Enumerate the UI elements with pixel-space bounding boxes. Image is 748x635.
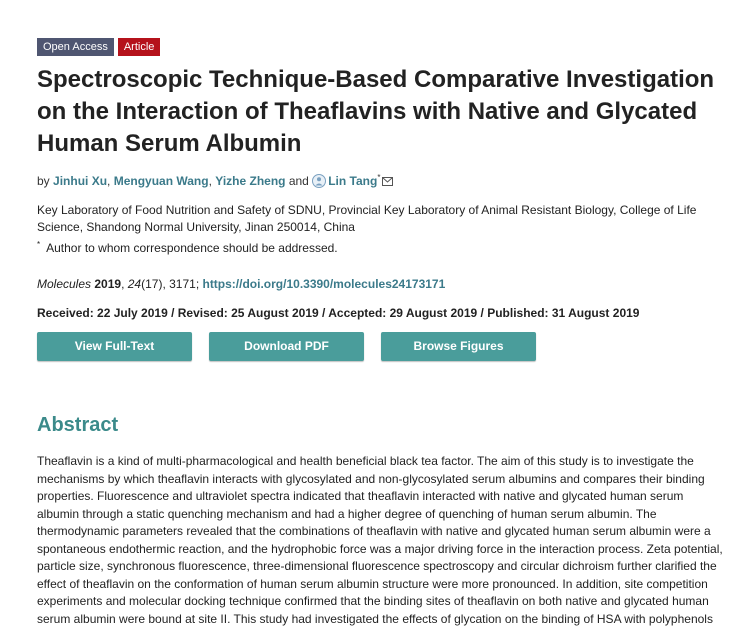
publication-dates: Received: 22 July 2019 / Revised: 25 August 2019 / Accepted: 29 August 2019 / Published: 31 August 2019 bbox=[37, 306, 640, 320]
doi-link[interactable]: https://doi.org/10.3390/molecules24173171 bbox=[202, 277, 446, 291]
correspondence-note bbox=[37, 240, 338, 255]
citation-pages: , 3171; bbox=[162, 277, 203, 291]
orcid-icon[interactable] bbox=[312, 174, 326, 188]
correspondence-text: Author to whom correspondence should be addressed. bbox=[46, 241, 338, 255]
author-link-lin-tang[interactable]: Lin Tang bbox=[328, 174, 378, 188]
email-icon[interactable] bbox=[382, 175, 393, 189]
author-link-yizhe-zheng[interactable]: Yizhe Zheng bbox=[215, 174, 286, 188]
citation-year: 2019 bbox=[94, 277, 122, 291]
corresponding-author-mark: * bbox=[377, 173, 381, 182]
download-pdf-button[interactable]: Download PDF bbox=[209, 332, 364, 361]
by-label: by bbox=[37, 174, 50, 188]
author-list bbox=[37, 173, 393, 189]
abstract-text: Theaflavin is a kind of multi-pharmacological and health beneficial black tea factor. The aim of this study is to investigate the mechanisms by which theaflavin interacts with glycosylated and non-glycosylated serum albumins and compares their binding properties. Fluorescence and ultraviolet spectra indicated that theaflavin interacted with native and glycated human serum albumin through a static quenching mechanism and had a higher degree of quenching of human serum albumin. The thermodynamic parameters revealed that the combinations of theaflavin with native and glycated human serum albumin were a spontaneous endothermic reaction, and the hydrophobic force was a major driving force in the interaction process. Zeta potential, particle size, synchronous fluorescence, three-dimensional fluorescence spectroscopy and circular dichroism further clarified the effect of theaflavin on the conformation of human serum albumin structure were more pronounced. In addition, site competition experiments and molecular docking technique confirmed that the binding sites of theaflavin on both native and glycated human serum albumin were bound at site II. This study had investigated the effects of glycation on the binding of HSA with polyphenols bbox=[37, 454, 723, 626]
author-link-mengyuan-wang[interactable]: Mengyuan Wang bbox=[113, 174, 209, 188]
browse-figures-button[interactable]: Browse Figures bbox=[381, 332, 536, 361]
open-access-badge[interactable]: Open Access bbox=[37, 38, 114, 56]
action-buttons bbox=[37, 332, 536, 361]
author-link-jinhui-xu[interactable]: Jinhui Xu bbox=[53, 174, 108, 188]
correspondence-mark: * bbox=[37, 240, 41, 249]
author-separator: , bbox=[208, 174, 216, 188]
article-type-badge: Article bbox=[118, 38, 161, 56]
abstract-heading: Abstract bbox=[37, 414, 119, 436]
article-header bbox=[37, 38, 727, 626]
author-separator: , bbox=[107, 174, 114, 188]
badge-row bbox=[37, 38, 727, 56]
view-full-text-button[interactable]: View Full-Text bbox=[37, 332, 192, 361]
and-label: and bbox=[285, 174, 313, 188]
article-title: Spectroscopic Technique-Based Comparative Investigation on the Interaction of Theaflavins with Native and Glycated Human Serum Albumin bbox=[37, 66, 715, 157]
journal-name[interactable]: Molecules bbox=[37, 277, 92, 291]
citation-issue: (17) bbox=[141, 277, 163, 291]
citation-volume: 24 bbox=[127, 277, 142, 291]
affiliation: Key Laboratory of Food Nutrition and Safety of SDNU, Provincial Key Laboratory of Animal Resistant Biology, College of Life Science, Shandong Normal University, Jinan 250014, China bbox=[37, 203, 697, 234]
citation-line: Molecules 2019, 24(17), 3171; https://doi.org/10.3390/molecules24173171 bbox=[37, 277, 446, 291]
